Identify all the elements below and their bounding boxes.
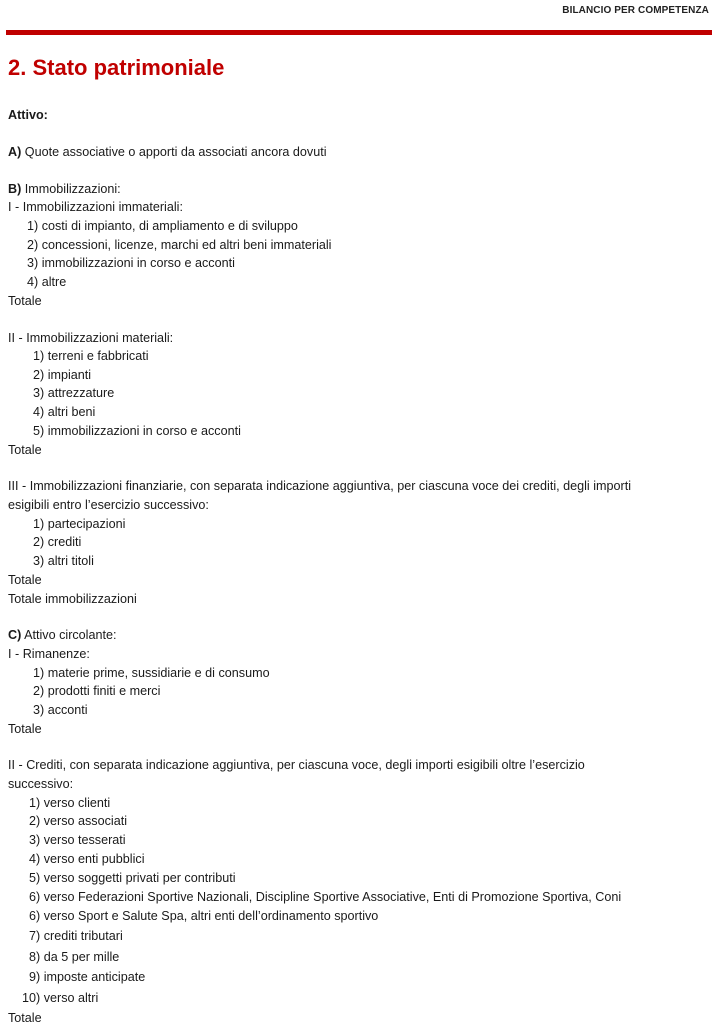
line-text: 5) immobilizzazioni in corso e acconti: [33, 424, 241, 438]
document-line: [33, 664, 270, 682]
document-line: [8, 571, 42, 589]
document-line: [8, 143, 327, 161]
document-line: [27, 273, 66, 291]
document-line: [8, 775, 73, 793]
document-line: [8, 292, 42, 310]
line-text: 2) impianti: [33, 368, 92, 382]
line-text: 6) verso Federazioni Sportive Nazionali, Discipline Sportive Associative, Enti di Promozione Sportiva, Coni: [29, 890, 622, 904]
line-text: successivo:: [8, 777, 74, 791]
line-text: Immobilizzazioni:: [21, 182, 121, 196]
line-text: 9) imposte anticipate: [29, 970, 146, 984]
line-text: I - Rimanenze:: [8, 647, 90, 661]
document-line: [33, 366, 91, 384]
document-line: [8, 496, 209, 514]
line-text: Attivo circolante:: [21, 628, 117, 642]
document-line: [8, 590, 137, 608]
line-prefix: C): [8, 628, 22, 642]
line-text: 4) altri beni: [33, 405, 96, 419]
line-text: 2) concessioni, licenze, marchi ed altri beni immateriali: [27, 238, 332, 252]
line-text: 3) attrezzature: [33, 386, 115, 400]
line-text: 1) costi di impianto, di ampliamento e di sviluppo: [27, 219, 298, 233]
document-line: [29, 968, 145, 986]
line-text: II - Crediti, con separata indicazione aggiuntiva, per ciascuna voce, degli importi esigibili oltre l’esercizio: [8, 758, 585, 772]
document-line: [27, 236, 331, 254]
line-text: Totale: [8, 1011, 42, 1025]
line-text: 2) prodotti finiti e merci: [33, 684, 161, 698]
document-line: [29, 948, 119, 966]
document-line: [8, 329, 173, 347]
line-text: II - Immobilizzazioni materiali:: [8, 331, 174, 345]
document-line: [29, 831, 126, 849]
line-text: Totale immobilizzazioni: [8, 592, 137, 606]
document-line: [8, 106, 48, 124]
document-line: [29, 850, 145, 868]
line-prefix: A): [8, 145, 22, 159]
line-text: 3) altri titoli: [33, 554, 94, 568]
document-line: [22, 989, 98, 1007]
document-line: [8, 477, 631, 495]
line-text: 4) altre: [27, 275, 67, 289]
line-text: 1) partecipazioni: [33, 517, 126, 531]
document-line: [33, 552, 94, 570]
document-line: [8, 198, 183, 216]
document-line: [8, 441, 42, 459]
line-text: 1) materie prime, sussidiarie e di consumo: [33, 666, 270, 680]
line-text: 7) crediti tributari: [29, 929, 123, 943]
line-text: esigibili entro l’esercizio successivo:: [8, 498, 209, 512]
document-line: [8, 1009, 42, 1027]
line-text: Quote associative o apporti da associati ancora dovuti: [21, 145, 327, 159]
line-text: 1) verso clienti: [29, 796, 111, 810]
line-text: 3) verso tesserati: [29, 833, 126, 847]
line-text: 3) acconti: [33, 703, 88, 717]
document-line: [8, 626, 117, 644]
document-line: [29, 927, 123, 945]
line-text: Attivo:: [8, 108, 48, 122]
document-line: [29, 907, 378, 925]
header-rule: [6, 30, 712, 35]
section-title: 2. Stato patrimoniale: [8, 55, 225, 80]
line-text: 2) verso associati: [29, 814, 127, 828]
document-line: [29, 888, 621, 906]
document-line: [27, 217, 298, 235]
document-line: [33, 347, 149, 365]
line-text: III - Immobilizzazioni finanziarie, con separata indicazione aggiuntiva, per ciascuna voce dei crediti, degli importi: [8, 479, 632, 493]
document-line: [29, 869, 236, 887]
document-line: [33, 403, 95, 421]
document-line: [27, 254, 235, 272]
document-line: [8, 180, 121, 198]
document-line: [33, 533, 81, 551]
line-text: 10) verso altri: [22, 991, 99, 1005]
document-line: [8, 756, 585, 774]
line-text: 1) terreni e fabbricati: [33, 349, 149, 363]
line-text: I - Immobilizzazioni immateriali:: [8, 200, 183, 214]
line-text: 5) verso soggetti privati per contributi: [29, 871, 236, 885]
running-header-title: BILANCIO PER COMPETENZA: [562, 5, 709, 16]
line-text: Totale: [8, 294, 42, 308]
line-text: 3) immobilizzazioni in corso e acconti: [27, 256, 235, 270]
document-line: [29, 794, 110, 812]
document-line: [8, 720, 42, 738]
document-line: [33, 384, 114, 402]
line-text: 2) crediti: [33, 535, 82, 549]
document-line: [33, 701, 88, 719]
document-line: [29, 812, 127, 830]
line-text: 8) da 5 per mille: [29, 950, 120, 964]
line-text: Totale: [8, 573, 42, 587]
document-line: [33, 682, 160, 700]
line-text: 4) verso enti pubblici: [29, 852, 145, 866]
line-text: Totale: [8, 722, 42, 736]
document-line: [33, 422, 241, 440]
line-prefix: B): [8, 182, 22, 196]
line-text: 6) verso Sport e Salute Spa, altri enti dell’ordinamento sportivo: [29, 909, 379, 923]
document-line: [8, 645, 90, 663]
line-text: Totale: [8, 443, 42, 457]
document-line: [33, 515, 125, 533]
